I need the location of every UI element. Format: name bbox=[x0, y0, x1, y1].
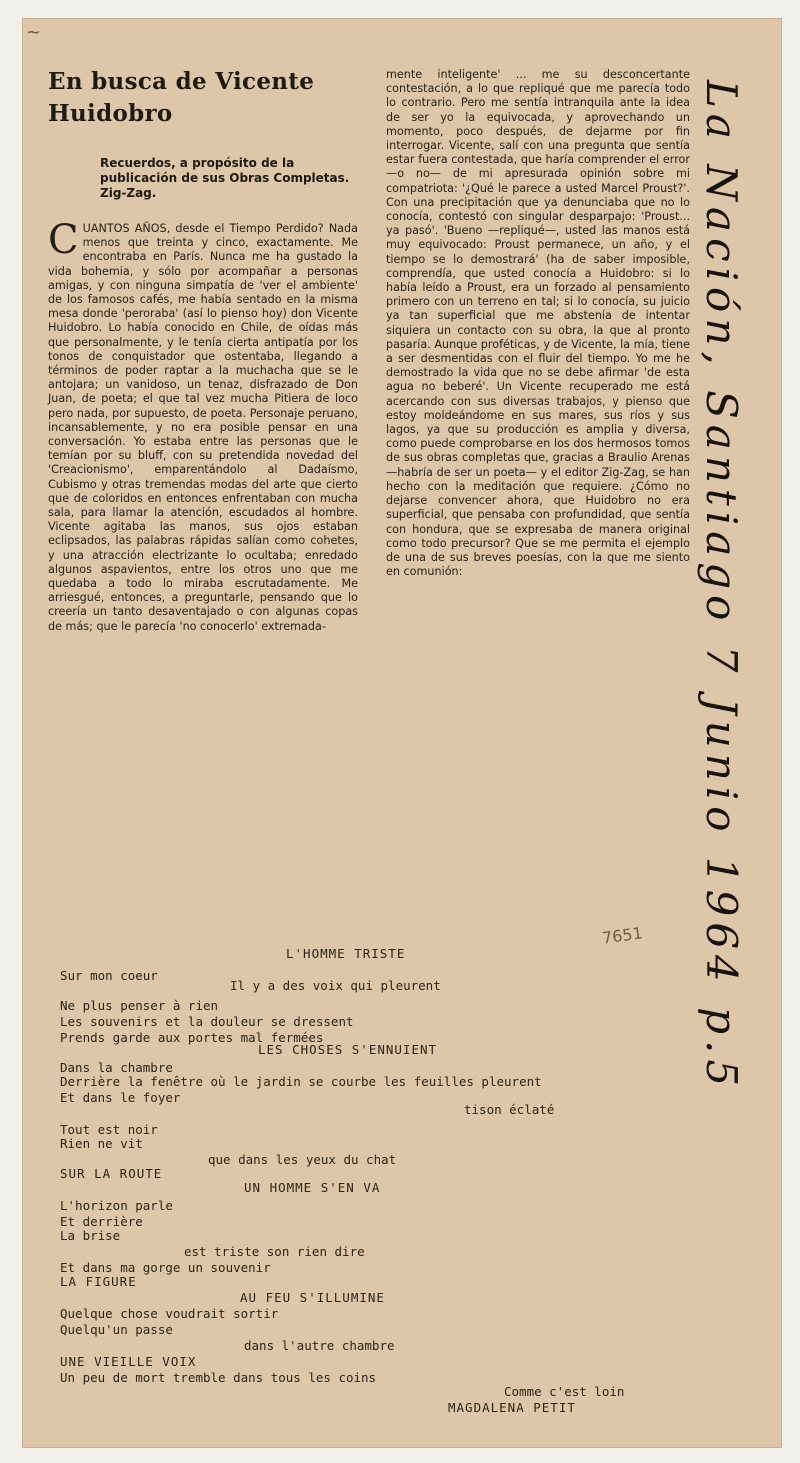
article-headline: En busca de Vicente Huidobro bbox=[48, 68, 315, 127]
poem-line: dans l'autre chambre bbox=[244, 1338, 395, 1353]
drop-cap: C bbox=[48, 217, 79, 263]
poem-line: UN HOMME S'EN VA bbox=[244, 1180, 381, 1195]
poem-line: Prends garde aux portes mal fermées bbox=[60, 1030, 324, 1045]
poem-line: est triste son rien dire bbox=[184, 1244, 365, 1259]
poem-line: Un peu de mort tremble dans tous les coins bbox=[60, 1370, 377, 1385]
handwritten-source-note: La Nación, Santiago 7 Junio 1964 p.5 bbox=[697, 80, 746, 1093]
poem-line: Comme c'est loin bbox=[504, 1384, 625, 1399]
poem-line: LES CHOSES S'ENNUIENT bbox=[258, 1042, 438, 1057]
article-subhead: Recuerdos, a propósito de la publicación de sus Obras Completas. Zig-Zag. bbox=[100, 156, 350, 200]
poem-line: Dans la chambre bbox=[60, 1060, 173, 1075]
article-column-2: mente inteligente' ... me su desconcertante contestación, a lo que repliqué que me parecía todo lo contrario. Pero me sentía intranquila ante la idea de ser yo la equivocada, y aprovechando un momento, poco después, de dejarme por fin interrogar. Vicente, salí con una pregunta que sentía estar fuera contestada, que haría comprender el error —o no— de mi apresurada opinión sobre mi compatriota: '¿Qué le parece a usted Marcel Proust?'. Con una precipitación que ya denunciaba que no lo conocía, contestó con singular desparpajo: 'Proust... ya pasó'. 'Bueno —repliqué—, usted las manos está muy equivocado: Proust permanece, un año, y el tiempo se lo demostrará' (ha de saber imposible, comprendía, que usted conocía a Huidobro: si lo había leído a Proust, era un forzado al pensamiento primero con un terreno en tal; si lo conocía, su juicio ya tan superficial que me abstenía de intentar siquiera un contacto con su obra, la que al pronto pasaría. Aunque proféticas, y de Vicente, la mía, tiene a ser desmentidas con el fluir del tiempo. Yo me he demostrado la vida que no se debe afirmar 'de esta agua no beberé'. Un Vicente recuperado me está acercando con sus diversas trabajos, y pienso que estoy moldeándome en sus mares, sus ríos y sus lagos, ya que su producción es amplia y diversa, como puede comprobarse en los dos hermosos tomos de sus obras completas que, gracias a Braulio Arenas —habría de ser un poeta— y el editor Zig-Zag, se han hecho con la meditación que requiere. ¿Cómo no dejarse convencer ahora, que Huidobro no era superficial, que pensaba con profundidad, que sentía con hondura, que se expresaba de manera original como todo precursor? Que se me permita el ejemplo de una de sus breves poesías, con la que me siento en comunión: bbox=[386, 68, 690, 579]
poem-line: que dans les yeux du chat bbox=[208, 1152, 397, 1167]
poem-line: Et dans ma gorge un souvenir bbox=[60, 1260, 271, 1275]
poem-line: Et dans le foyer bbox=[60, 1090, 181, 1105]
poem-line: LA FIGURE bbox=[60, 1274, 137, 1289]
poem-line: Sur mon coeur bbox=[60, 968, 158, 983]
poem-line: Tout est noir bbox=[60, 1122, 158, 1137]
poem-line: Les souvenirs et la douleur se dressent bbox=[60, 1014, 354, 1029]
poem-title: L'HOMME TRISTE bbox=[286, 946, 406, 961]
poem-line: Quelqu'un passe bbox=[60, 1322, 173, 1337]
poem-line: Ne plus penser à rien bbox=[60, 998, 219, 1013]
poem-line: L'horizon parle bbox=[60, 1198, 173, 1213]
column-1-text: UANTOS AÑOS, desde el Tiempo Perdido? Nada menos que treinta y cinco, exactamente. Me encontraba en París. Nunca me ha gustado la vida bohemia, y sólo por acompañar a personas amigas, y con ninguna simpatía de 'ver el ambiente' de los famosos cafés, me había sentado en la misma mesa donde 'peroraba' (así lo pienso hoy) don Vicente Huidobro. Lo había conocido en Chile, de oídas más que personalmente, y le tenía cierta antipatía por los tonos de conquistador que ostentaba, llegando a términos de poder raptar a la muchacha que se le antojara; un vanidoso, un tenaz, disfrazado de Don Juan, de poeta; el que tal vez mucha Pitiera de loco pero nada, por supuesto, de poeta. Personaje peruano, incansablemente, y no era posible pensar en una conversación. Yo estaba entre las personas que le temían por su bluff, con su pretendida novedad del 'Creacionismo', emparentándolo al Dadaísmo, Cubismo y otras tremendas modas del arte que cierto que de coloridos en entonces enfrentaban con mucha sala, para llamar la atención, escudados al hombre. Vicente agitaba las manos, sus ojos estaban eclipsados, las palabras rápidas salían como cohetes, y una atracción electrizante lo ocultaba; enredado algunos aspavientos, entre los otros uno que me quedaba a todo lo miraba escrutadamente. Me arriesgué, entonces, a preguntarle, pensando que lo creería un tanto desaventajado o con algunas copas de más; que le parecía 'no conocerlo' extremada- bbox=[48, 222, 358, 633]
poem-line: Rien ne vit bbox=[60, 1136, 143, 1151]
article-author: MAGDALENA PETIT bbox=[448, 1400, 576, 1415]
poem-line: tison éclaté bbox=[464, 1102, 555, 1117]
poem-line: Il y a des voix qui pleurent bbox=[230, 978, 441, 993]
poem-line: Derrière la fenêtre où le jardin se courbe les feuilles pleurent bbox=[60, 1074, 542, 1089]
archive-stamp: 7651 bbox=[600, 923, 644, 948]
corner-mark: ~ bbox=[26, 22, 42, 43]
poem-line: AU FEU S'ILLUMINE bbox=[240, 1290, 385, 1305]
poem-line: Quelque chose voudrait sortir bbox=[60, 1306, 279, 1321]
poem-line: Et derrière bbox=[60, 1214, 143, 1229]
poem-line: SUR LA ROUTE bbox=[60, 1166, 163, 1181]
poem-line: La brise bbox=[60, 1228, 121, 1243]
poem-line: UNE VIEILLE VOIX bbox=[60, 1354, 197, 1369]
